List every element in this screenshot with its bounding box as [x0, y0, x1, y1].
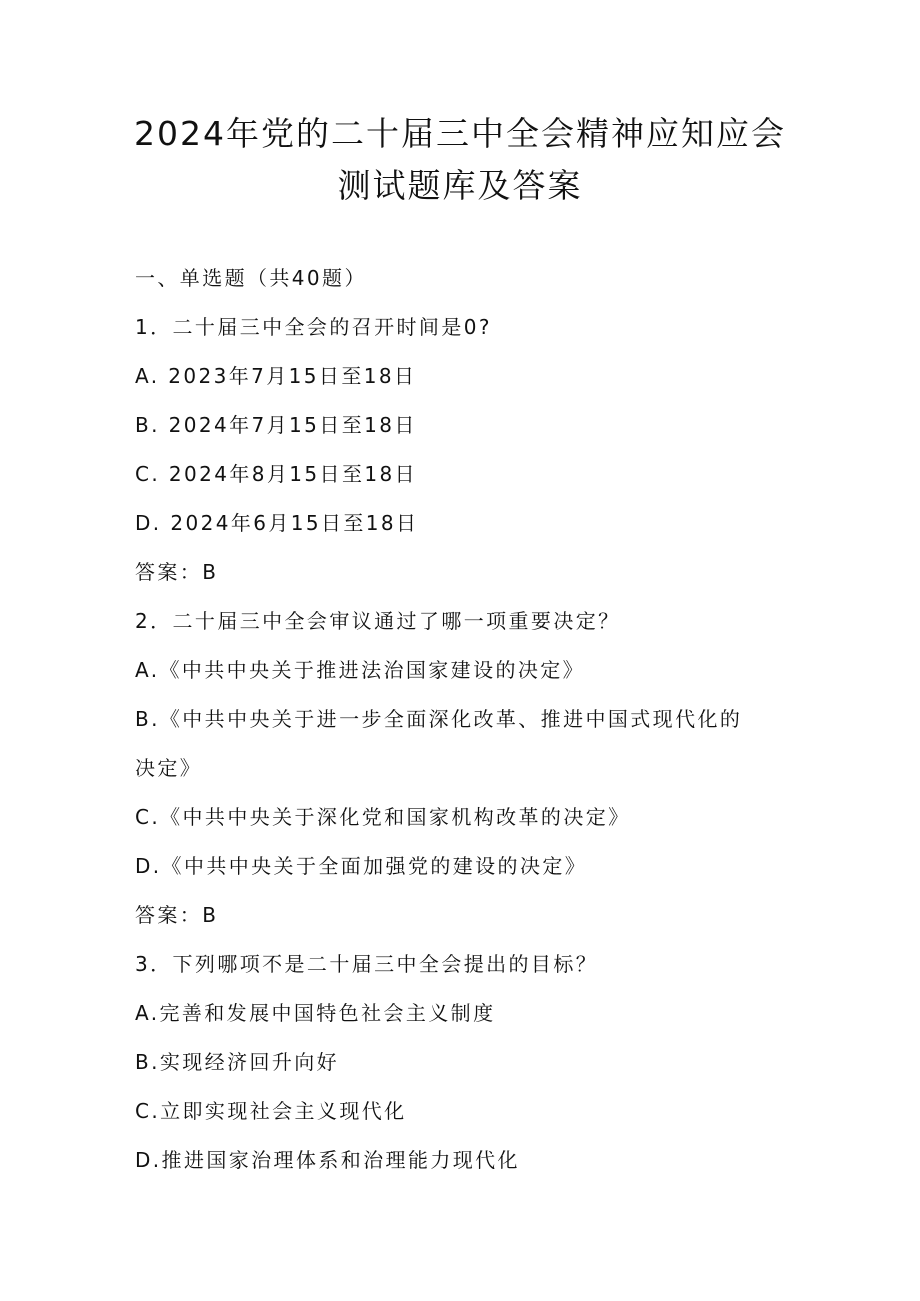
question-1 — [135, 303, 775, 597]
option-d: D.《中共中央关于全面加强党的建设的决定》 — [135, 854, 588, 878]
section-heading: 一、单选题（共40题） — [135, 266, 367, 290]
option-b: B.《中共中央关于进一步全面深化改革、推进中国式现代化的 — [135, 707, 743, 731]
question-stem: 1．二十届三中全会的召开时间是0? — [135, 315, 492, 339]
option-b-continued: 决定》 — [135, 756, 203, 780]
document-title — [0, 108, 920, 212]
option-c: C.《中共中央关于深化党和国家机构改革的决定》 — [135, 805, 631, 829]
answer: 答案：B — [135, 560, 219, 584]
title-line-1: 2024年党的二十届三中全会精神应知应会 — [134, 114, 786, 153]
question-stem: 2．二十届三中全会审议通过了哪一项重要决定？ — [135, 609, 621, 633]
question-2 — [135, 597, 775, 940]
option-a: A.《中共中央关于推进法治国家建设的决定》 — [135, 658, 586, 682]
option-c: C.立即实现社会主义现代化 — [135, 1099, 407, 1123]
option-d: D. 2024年6月15日至18日 — [135, 511, 419, 535]
option-a: A. 2023年7月15日至18日 — [135, 364, 417, 388]
option-a: A.完善和发展中国特色社会主义制度 — [135, 1001, 496, 1025]
option-d: D.推进国家治理体系和治理能力现代化 — [135, 1148, 520, 1172]
question-3 — [135, 940, 775, 1185]
option-b: B.实现经济回升向好 — [135, 1050, 340, 1074]
question-stem: 3．下列哪项不是二十届三中全会提出的目标？ — [135, 952, 599, 976]
option-c: C. 2024年8月15日至18日 — [135, 462, 418, 486]
answer: 答案：B — [135, 903, 219, 927]
option-b: B. 2024年7月15日至18日 — [135, 413, 417, 437]
title-line-2: 测试题库及答案 — [337, 166, 583, 205]
document-body — [135, 254, 775, 1185]
